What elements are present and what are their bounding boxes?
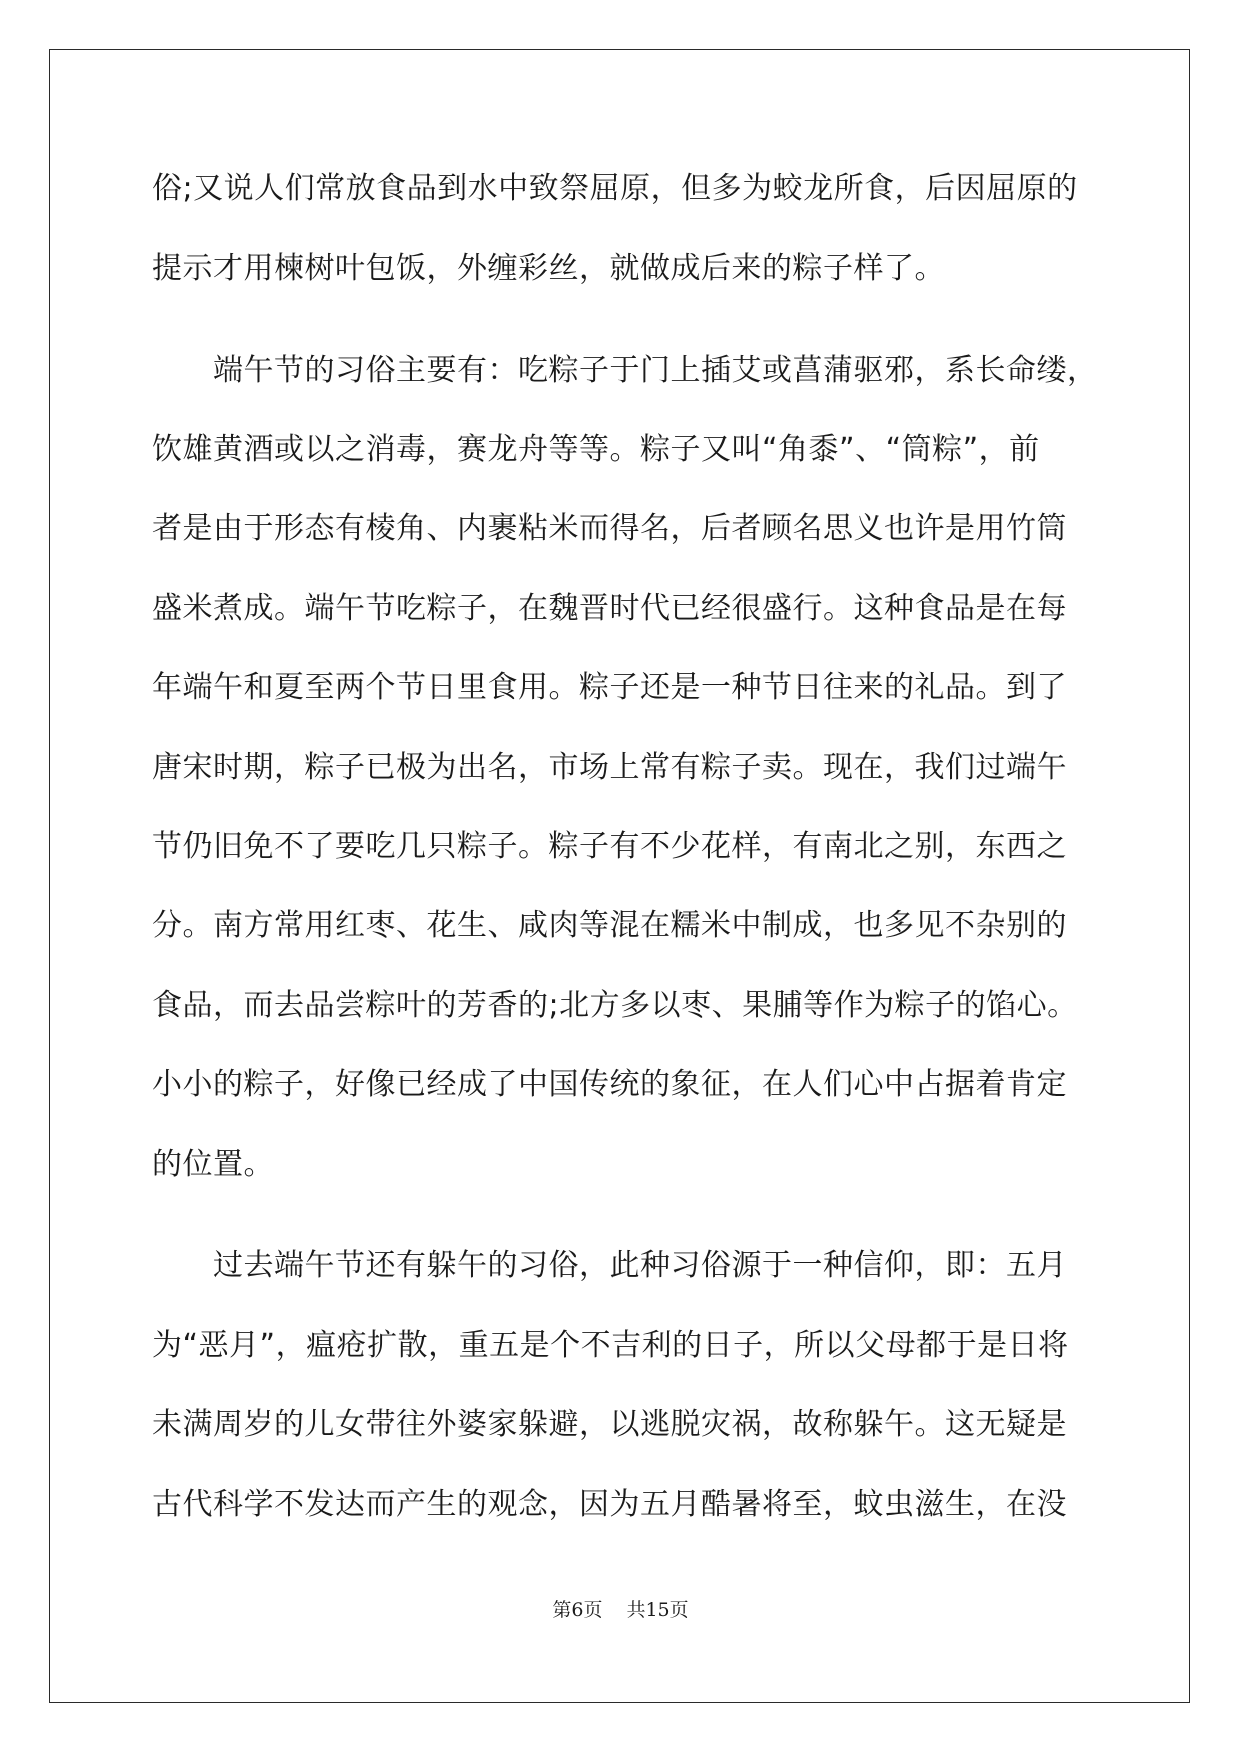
page-border: [49, 49, 1190, 1703]
text-line: 未满周岁的儿女带往外婆家躲避，以逃脱灾祸，故称躲午。这无疑是: [152, 1407, 1067, 1442]
text-line: 的位置。: [152, 1147, 274, 1182]
text-line: 分。南方常用红枣、花生、咸肉等混在糯米中制成，也多见不杂别的: [152, 908, 1067, 943]
text-line: 年端午和夏至两个节日里食用。粽子还是一种节日往来的礼品。到了: [152, 670, 1067, 705]
page-footer: [0, 1598, 1241, 1622]
text-line: 盛米煮成。端午节吃粽子，在魏晋时代已经很盛行。这种食品是在每: [152, 591, 1067, 626]
total-pages: 共15页: [626, 1599, 689, 1621]
text-line: 过去端午节还有躲午的习俗，此种习俗源于一种信仰，即：五月: [152, 1248, 1067, 1283]
text-line: 唐宋时期，粽子已极为出名，市场上常有粽子卖。现在，我们过端午: [152, 750, 1067, 785]
text-line: 俗;又说人们常放食品到水中致祭屈原，但多为蛟龙所食，后因屈原的: [152, 171, 1078, 206]
text-line: 端午节的习俗主要有：吃粽子于门上插艾或菖蒲驱邪，系长命缕，: [152, 353, 1098, 388]
text-line: 小小的粽子，好像已经成了中国传统的象征，在人们心中占据着肯定: [152, 1067, 1067, 1102]
text-line: 节仍旧免不了要吃几只粽子。粽子有不少花样，有南北之别，东西之: [152, 829, 1067, 864]
text-line: 者是由于形态有棱角、内裹粘米而得名，后者顾名思义也许是用竹筒: [152, 511, 1067, 546]
text-line: 饮雄黄酒或以之消毒，赛龙舟等等。粽子又叫“角黍”、“筒粽”，前: [152, 432, 1040, 467]
text-line: 提示才用楝树叶包饭，外缠彩丝，就做成后来的粽子样了。: [152, 251, 945, 286]
page-number: 第6页: [552, 1599, 603, 1621]
text-line: 食品，而去品尝粽叶的芳香的;北方多以枣、果脯等作为粽子的馅心。: [152, 988, 1078, 1023]
text-line: 为“恶月”，瘟疮扩散，重五是个不吉利的日子，所以父母都于是日将: [152, 1328, 1069, 1363]
text-line: 古代科学不发达而产生的观念，因为五月酷暑将至，蚊虫滋生，在没: [152, 1487, 1067, 1522]
